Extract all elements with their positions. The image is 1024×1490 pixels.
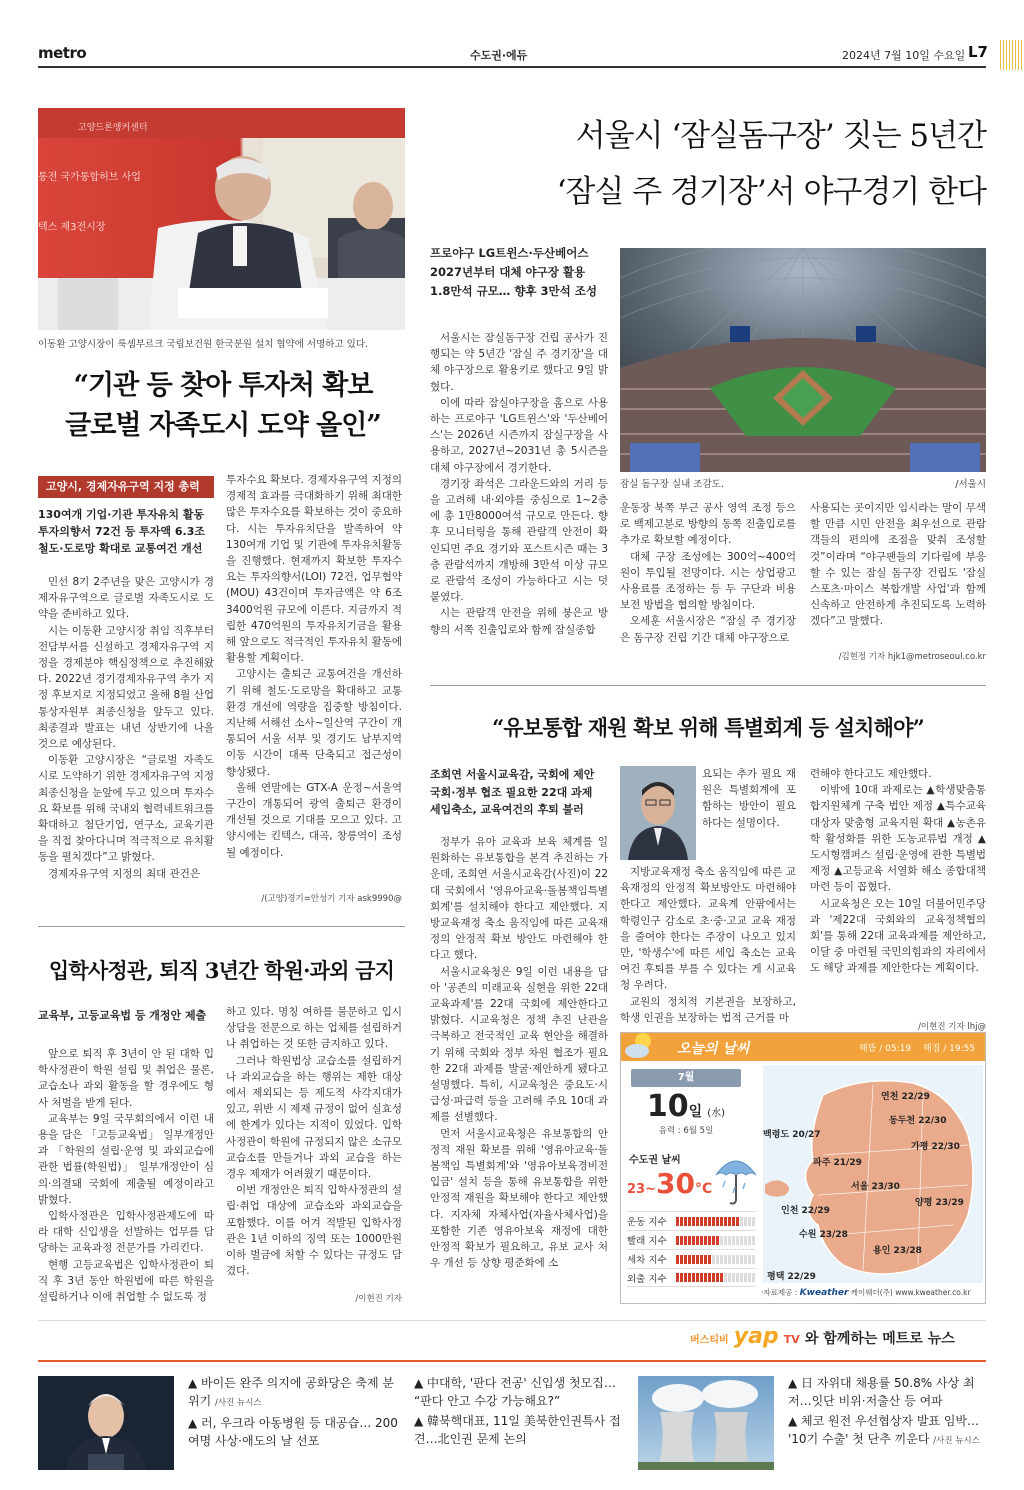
- stadium-rendering: [620, 248, 986, 472]
- paragraph: 이밖에 10대 과제로는 ▲학생맞춤통합지원체계 구축 법안 제정 ▲특수교육대상자 맞춤형 교육지원 확대 ▲농촌유학 활성화를 위한 도농교류법 개정 ▲도시형캠퍼스 설립·운영에 관한 특별법 제정 ▲고등교육 서열화 해소 종합대책 마련 등이 꼽혔다.: [810, 784, 986, 894]
- admissions-subhead: 교육부, 고등교육법 등 개정안 제출: [38, 1009, 207, 1022]
- news-headline[interactable]: ▲ 체코 원전 우선협상자 발표 임박… '10기 수출' 첫 단추 끼운다: [788, 1414, 979, 1446]
- news-item[interactable]: [788, 1412, 988, 1450]
- sunset-time: 해짐 / 19:55: [923, 1044, 976, 1054]
- tv-label: TV: [783, 1333, 800, 1346]
- admissions-rule-top: [38, 926, 405, 927]
- goyang-headline-line2: 글로벌 자족도시 도약 올인”: [65, 410, 381, 441]
- weather-provider: [761, 1287, 983, 1298]
- goyang-subheads: [38, 506, 218, 557]
- yap-logo: yap: [733, 1324, 779, 1349]
- meter-bar: [704, 1236, 707, 1245]
- paragraph: 그러나 학원법상 교습소를 설립하거나 과외교습을 하는 행위는 제한 대상에서 제외되는 등 제도적 사각지대가 있고, 위반 시 제재 규정이 없어 실효성에 한계가 있다는 지적이 있었다. 입학사정관이 학원에 규정되지 않은 소규모 교습소를 만들거나 과외 교습을 하는 경우 제재가 어려웠기 때문이다.: [226, 1054, 402, 1181]
- day-suffix: 일: [688, 1104, 703, 1120]
- masthead-rule: [38, 66, 986, 68]
- paragraph: 시교육청은 오는 10일 더불어민주당과 '제22대 국회와의 교육정책협의회'를 통해 22대 교육과제를 제안하고, 이달 중 마련될 국민의힘과의 자리에서도 해당 과제를 제안한다는 계획이다.: [810, 897, 986, 975]
- goyang-sub-2: 투자의향서 72건 등 투자액 6.3조: [38, 525, 205, 538]
- meter-bar: [692, 1217, 695, 1226]
- paragraph: 교원의 정치적 기본권을 보장하고, 학생 인권을 보장하는 법적 근거를 마: [620, 995, 796, 1024]
- meter-bar: [708, 1217, 711, 1226]
- meter-bar: [740, 1273, 743, 1282]
- meter-bar: [716, 1255, 719, 1264]
- stadium-headline-line1: 서울시 ‘잠실돔구장’ 짓는 5년간: [575, 118, 986, 154]
- meter-bar: [744, 1236, 747, 1245]
- paragraph: 대체 구장 조성에는 300억~400억원이 투입될 전망이다. 시는 상업광고 사용료를 조정하는 등 두 구단과 비용 보전 방법을 협의할 방침이다.: [620, 550, 796, 612]
- stadium-sub-3: 1.8만석 규모… 향후 3만석 조성: [430, 284, 597, 298]
- paragraph: 고양시는 출퇴근 교통여건을 개선하기 위해 철도·도로망을 확대하고 교통환경 개선에 역량을 집중할 방침이다. 지난해 서해선 소사~일산역 구간이 개통되어 서울 서부 및 경기도 남부지역 이동 시간이 대폭 단축되고 접근성이 향상됐다.: [226, 668, 402, 778]
- meter-bar: [732, 1217, 735, 1226]
- umbrella-icon: [713, 1153, 759, 1209]
- goyang-sub-1: 130여개 기업·기관 투자유치 활동: [38, 508, 205, 521]
- lunar-date: 음력 : 6월 5일: [658, 1126, 714, 1136]
- meter-bar: [736, 1236, 739, 1245]
- meter-bar: [696, 1217, 699, 1226]
- index-row: [627, 1249, 755, 1268]
- meter-bar: [740, 1217, 743, 1226]
- paragraph: 시는 이동환 고양시장 취임 직후부터 전담부서를 신설하고 경제자유구역 지정을 경제분야 핵심정책으로 추진해왔다. 2022년 경기경제자유구역 추가 지정 후보지로 지정되었고 올해 8월 산업통상자원부 최종신청을 앞두고 있다. 최종결과 발표는 내년 상반기에 나올 것으로 예상된다.: [38, 624, 214, 751]
- weather-header: [621, 1033, 985, 1061]
- paragraph: 정부가 유아 교육과 보육 체계를 일원화하는 유보통합을 본격 추진하는 가운데, 조희연 서울시교육감(사진)이 22대 국회에서 '영유아교육·돌봄책임특별회계'를 설치해야 한다고 제안했다. 지방교육재정 축소 움직임에 따른 교육재정의 안정적 확보 방안도 마련해야 한다고 했다.: [430, 836, 608, 962]
- seoul-weather-label: 수도권 날씨: [629, 1155, 681, 1166]
- stadium-sub-2: 2027년부터 대체 야구장 활용: [430, 265, 586, 279]
- meter-bar: [680, 1236, 683, 1245]
- meter-bar: [740, 1236, 743, 1245]
- meter-bar: [676, 1255, 679, 1264]
- meter-bar: [724, 1217, 727, 1226]
- weekday: (水): [707, 1108, 726, 1119]
- meter-bar: [676, 1273, 679, 1282]
- paragraph: 경기장 좌석은 그라운드와의 거리 등을 고려해 내·외야를 중심으로 1~2층에 총 1만8000여석 규모로 만든다. 향후 모니터링을 통해 관람객 안전이 확인되면 주요 경기와 포스트시즌 때는 3층 관람석까지 개방해 3만석 이상 규모로 관람석 조성이 가능하다고 시는 덧붙였다.: [430, 477, 608, 604]
- index-label: 빨래 지수: [627, 1236, 667, 1247]
- meter-bar: [676, 1217, 679, 1226]
- weather-box: [620, 1032, 986, 1304]
- goyang-body-col2: [226, 472, 402, 861]
- education-rule-top: [430, 685, 986, 686]
- education-headline: “유보통합 재원 확보 위해 특별회계 등 설치해야”: [492, 715, 924, 740]
- paragraph: 민선 8기 2주년을 맞은 고양시가 경제자유구역으로 글로벌 자족도시로 도약을 준비하고 있다.: [38, 576, 214, 621]
- meter-bar: [704, 1255, 707, 1264]
- meter-bar: [684, 1217, 687, 1226]
- stadium-credit: /서울시: [955, 479, 986, 490]
- weather-title: 오늘의 날씨: [677, 1041, 750, 1057]
- stadium-headline-line2: ‘잠실 주 경기장’서 야구경기 한다: [556, 174, 986, 210]
- stadium-body-col3: [810, 500, 986, 630]
- meter-bar: [736, 1273, 739, 1282]
- admissions-headline: 입학사정관, 퇴직 3년간 학원·과외 금지: [48, 958, 395, 983]
- meter-bar: [720, 1236, 723, 1245]
- paragraph: 하고 있다. 명칭 여하를 불문하고 입시상담을 전문으로 하는 업체를 설립하거나 취업하는 것 또한 금지하고 있다.: [226, 1006, 402, 1051]
- education-body-col2-lower: [620, 864, 796, 1026]
- news-middle-list: [414, 1374, 624, 1448]
- index-label: 세차 지수: [627, 1255, 667, 1266]
- meter-bar: [728, 1273, 731, 1282]
- meter-bar: [712, 1217, 715, 1226]
- city-label: 수원 23/28: [799, 1230, 848, 1240]
- goyang-photo-caption: 이동환 고양시장이 룩셈부르크 국립보건원 한국분원 설치 협약에 서명하고 있다.: [38, 339, 369, 350]
- goyang-tag: 고양시, 경제자유구역 지정 총력: [38, 476, 214, 498]
- meter-bar: [736, 1255, 739, 1264]
- paragraph: 경제자유구역 지정의 최대 관건은: [48, 867, 201, 880]
- meter-bar: [688, 1217, 691, 1226]
- stadium-sub-1: 프로야구 LG트윈스·두산베어스: [430, 246, 589, 260]
- goyang-byline: /(고양)경기=안성기 기자 ask9990@: [261, 894, 402, 904]
- admissions-byline: /이현진 기자: [355, 1294, 402, 1304]
- meter-bar: [680, 1255, 683, 1264]
- news-banner: [690, 1324, 986, 1356]
- paragraph: 련해야 한다고도 제안했다.: [810, 768, 932, 780]
- stadium-byline: /김현정 기자 hjk1@metroseoul.co.kr: [838, 652, 986, 662]
- city-label: 평택 22/29: [767, 1272, 816, 1282]
- education-body-col3: [810, 766, 986, 977]
- news-photo-nuclear-plant: [638, 1376, 774, 1470]
- paragraph: 이에 따라 잠실야구장을 홈으로 사용하는 프로야구 'LG트윈스'와 '두산베어스'는 2026년 시즌까지 잠실구장을 사용하고, 2027년~2031년 총 5시즌을 대체 야구장에서 경기한다.: [430, 396, 608, 474]
- meter-bar: [712, 1236, 715, 1245]
- month-badge: 7월: [631, 1069, 741, 1087]
- meter-bar: [732, 1255, 735, 1264]
- city-label: 연천 22/29: [881, 1092, 930, 1102]
- meter-bar: [724, 1273, 727, 1282]
- goyang-headline-line1: “기관 등 찾아 투자처 확보: [73, 370, 373, 401]
- meter-bar: [752, 1273, 755, 1282]
- metro-logo: metro: [38, 44, 87, 62]
- meter-bar: [752, 1236, 755, 1245]
- meter-bar: [684, 1236, 687, 1245]
- city-label: 인천 22/29: [781, 1206, 830, 1216]
- meter-bar: [696, 1255, 699, 1264]
- index-label: 운동 지수: [627, 1217, 667, 1228]
- meter-bar: [688, 1255, 691, 1264]
- paragraph: 앞으로 퇴직 후 3년이 안 된 대학 입학사정관이 학원 설립 및 취업은 물론, 교습소나 과외 활동을 할 경우에도 형사 처벌을 받게 된다.: [38, 1048, 214, 1109]
- meter-bar: [700, 1255, 703, 1264]
- news-banner-title: 와 함께하는 메트로 뉴스: [804, 1331, 955, 1347]
- sunrise-time: 해뜸 / 05:19: [859, 1044, 912, 1054]
- index-meter: [676, 1255, 755, 1264]
- meter-bar: [720, 1255, 723, 1264]
- education-byline: /이현진 기자 lhj@: [918, 1022, 986, 1032]
- kweather-logo: Kweather: [799, 1288, 849, 1298]
- education-body-col2: [702, 766, 796, 831]
- news-headline[interactable]: ▲ 바이든 완주 의지에 공화당은 축제 분위기: [188, 1376, 394, 1408]
- education-sub-1: 조희연 서울시교육감, 국회에 제안: [430, 768, 595, 781]
- page-number: L7: [968, 43, 988, 61]
- meter-bar: [708, 1273, 711, 1282]
- index-row: [627, 1211, 755, 1230]
- stadium-body-col2: [620, 500, 796, 646]
- meter-bar: [692, 1255, 695, 1264]
- paragraph: 올해 연말에는 GTX-A 운정~서울역 구간이 개통되어 광역 출퇴근 환경이 개선될 것으로 기대를 모으고 있다. 고양시에는 킨텍스, 대곡, 창릉역이 조성될 예정이다.: [226, 781, 402, 859]
- city-label: 가평 22/30: [911, 1142, 960, 1152]
- index-label: 외출 지수: [627, 1273, 667, 1285]
- paragraph: 교육부는 9일 국무회의에서 이런 내용을 담은 「고등교육법」 일부개정안과 「학원의 설립·운영 및 과외교습에 관한 법률(학원법)」 일부개정안이 심의·의결돼 국회에 제출될 예정이라고 밝혔다.: [38, 1112, 214, 1206]
- temperature-range: [627, 1167, 712, 1200]
- admissions-body-col1: [38, 1046, 214, 1305]
- meter-bar: [704, 1217, 707, 1226]
- temp-unit: °C: [694, 1181, 713, 1197]
- city-label: 파주 21/29: [813, 1158, 862, 1168]
- news-credit: /사진 뉴시스: [933, 1436, 980, 1446]
- index-meter: [676, 1273, 755, 1282]
- meter-bar: [732, 1236, 735, 1245]
- goyang-headline: [38, 366, 408, 446]
- paragraph: 서울시교육청은 9일 이런 내용을 담아 '공존의 미래교육 실현을 위한 22대 교육과제'를 22대 국회에 제안한다고 밝혔다. 시교육청은 정책 추진 난관을 극복하고 전국적인 교육 현안을 해결하기 위해 국회와 정부 차원 협조가 필요한 22대 과제를 발굴·제안하게 됐다고 설명했다. 특히, 시교육청은 중요도·시급성·파급력 등을 고려해 주요 10대 과제를 선별했다.: [430, 965, 608, 1124]
- meter-bar: [680, 1217, 683, 1226]
- stadium-headline: [430, 108, 986, 220]
- news-item[interactable]: [188, 1374, 400, 1412]
- index-meter: [676, 1217, 755, 1226]
- meter-bar: [748, 1236, 751, 1245]
- meter-bar: [752, 1217, 755, 1226]
- city-label: 동두천 22/30: [889, 1116, 947, 1126]
- goyang-body-col1: [38, 574, 214, 882]
- meter-bar: [704, 1273, 707, 1282]
- stadium-body-col1: [430, 330, 608, 638]
- paragraph: 지방교육재정 축소 움직임에 따른 교육재정의 안정적 확보방안도 마련해야 한다고 제안했다. 교육계 안팎에서는 학령인구 감소로 초·중·고교 교육 재정을 줄여야 한다는 주장이 나오고 있지만, '학생수'에 따른 세입 축소는 교육여건 후퇴를 부를 수 있다는 게 시교육청 우려다.: [620, 866, 796, 992]
- temp-high: 30: [656, 1167, 695, 1200]
- meter-bar: [728, 1236, 731, 1245]
- meter-bar: [744, 1217, 747, 1226]
- paragraph: 이번 개정안은 퇴직 입학사정관의 설립·취업 대상에 교습소와 과외교습을 포함했다. 이를 어겨 적발된 입학사정관은 1년 이하의 징역 또는 1000만원 이하 벌금에 처할 수 있다는 규정도 담겼다.: [226, 1184, 402, 1278]
- photo-sign-3: 텍스 제3전시장: [38, 222, 106, 233]
- meter-bar: [748, 1217, 751, 1226]
- paragraph: 서울시는 잠실돔구장 건립 공사가 진행되는 약 5년간 '잠실 주 경기장'을 대체 야구장으로 활용키로 했다고 9일 밝혔다.: [430, 332, 608, 393]
- index-row: [627, 1268, 755, 1287]
- meter-bar: [728, 1217, 731, 1226]
- admissions-body-col2: [226, 1004, 402, 1279]
- meter-bar: [752, 1255, 755, 1264]
- paragraph: 시는 관람객 안전을 위해 붕은교 방향의 서쪽 진출입로와 함께 잠실종합: [430, 607, 608, 636]
- masthead: [0, 0, 1024, 70]
- meter-bar: [696, 1273, 699, 1282]
- news-left-list: [188, 1374, 400, 1450]
- meter-bar: [744, 1255, 747, 1264]
- meter-bar: [708, 1255, 711, 1264]
- photo-sign-1: 고양드론앵커센터: [78, 123, 148, 133]
- city-label: 용인 23/28: [873, 1246, 922, 1256]
- news-headline[interactable]: ▲ 中대학, '판다 전공' 신입생 첫모집… “판다 안고 수강 가능해요?”: [414, 1376, 616, 1408]
- corner-decoration: [1000, 40, 1024, 70]
- meter-bar: [736, 1217, 739, 1226]
- meter-bar: [688, 1273, 691, 1282]
- sun-cloud-icon: [623, 1029, 659, 1061]
- meter-bar: [724, 1255, 727, 1264]
- meter-bar: [688, 1236, 691, 1245]
- news-item[interactable]: [414, 1412, 624, 1448]
- news-item[interactable]: [788, 1374, 988, 1410]
- meter-bar: [700, 1217, 703, 1226]
- meter-bar: [740, 1255, 743, 1264]
- paragraph: 운동장 북쪽 부근 공사 영역 조정 등으로 백제고분로 방향의 동쪽 진출입로를 추가로 확보할 예정이다.: [620, 502, 796, 547]
- meter-bar: [716, 1217, 719, 1226]
- meter-bar: [744, 1273, 747, 1282]
- issue-date: 2024년 7월 10일 수요일: [842, 49, 966, 62]
- index-row: [627, 1230, 755, 1249]
- city-label: 서울 23/30: [851, 1182, 900, 1192]
- provider-name: 케이웨더(주) www.kweather.co.kr: [850, 1288, 971, 1297]
- meter-bar: [680, 1273, 683, 1282]
- date-panel: [631, 1069, 757, 1143]
- stadium-subheads: [430, 244, 610, 301]
- news-headline[interactable]: ▲ 러, 우크라 아동병원 등 대공습… 200여명 사상·애도의 날 선포: [188, 1416, 398, 1448]
- meter-bar: [708, 1236, 711, 1245]
- superintendent-photo: [620, 766, 696, 860]
- meter-bar: [684, 1255, 687, 1264]
- city-label: 백령도 20/27: [763, 1130, 821, 1140]
- education-body-col1: [430, 834, 608, 1271]
- goyang-sub-3: 철도·도로망 확대로 교통여건 개선: [38, 542, 203, 555]
- news-right-list: [788, 1374, 988, 1450]
- news-headline[interactable]: ▲ 韓북핵대표, 11일 美북한인권특사 접견…北인권 문제 논의: [414, 1414, 621, 1446]
- section-name: 수도권·에듀: [470, 49, 528, 62]
- paragraph: 오세훈 서울시장은 “잠실 주 경기장은 돔구장 건립 기간 대체 야구장으로: [620, 615, 796, 644]
- news-item[interactable]: [188, 1414, 400, 1450]
- temp-sep: ~: [645, 1182, 656, 1197]
- index-meter: [676, 1236, 755, 1245]
- paragraph: 현행 고등교육법은 입학사정관이 퇴직 후 3년 동안 학원법에 따른 학원을 설립하거나 이에 취업할 수 없도록 정: [38, 1258, 214, 1304]
- meter-bar: [728, 1255, 731, 1264]
- meter-bar: [720, 1273, 723, 1282]
- meter-bar: [692, 1273, 695, 1282]
- weather-indices: [627, 1211, 755, 1287]
- news-item[interactable]: [414, 1374, 624, 1410]
- temp-low: 23: [627, 1182, 646, 1197]
- meter-bar: [720, 1217, 723, 1226]
- meter-bar: [724, 1236, 727, 1245]
- news-credit: /사진 뉴시스: [215, 1398, 262, 1408]
- bustv-label: 버스티비: [690, 1335, 729, 1346]
- meter-bar: [700, 1236, 703, 1245]
- photo-sign-2: 통전 국가통합허브 사업: [38, 172, 141, 183]
- city-label: 양평 23/29: [915, 1198, 964, 1208]
- meter-bar: [676, 1236, 679, 1245]
- paragraph: 먼저 서울시교육청은 유보통합의 안정적 재원 확보를 위해 '영유아교육·돌봄책임 특별회계'와 '영유아보육경비전입금' 설치 등을 통해 유보통합을 위한 안정적 재원을 확보해야 한다고 제안했다. 지자체 자체사업(자율사체사업)을 포함한 기존 영유아보육 재정에 대한 안정적 확보가 필요하고, 유보 교사 처우 개선 등 상향 평준화에 소: [430, 1127, 608, 1270]
- meter-bar: [696, 1236, 699, 1245]
- provider-label: ·자료제공 :: [761, 1288, 798, 1297]
- stadium-caption: 잠실 돔구장 실내 조감도.: [620, 479, 724, 490]
- meter-bar: [684, 1273, 687, 1282]
- education-subheads: [430, 766, 610, 819]
- news-photo-biden: [38, 1376, 174, 1470]
- paragraph: 이동환 고양시장은 “글로벌 자족도시로 도약하기 위한 경제자유구역 지정 최종신청을 눈앞에 두고 있으며 투자수요 확보를 위해 국내외 협력네트워크를 확대하고 첨단기업, 연구소, 교육기관을 직접 찾아다니며 적극적으로 유치활동을 펼치겠다”고 밝혔다.: [38, 754, 214, 864]
- goyang-photo: [38, 108, 405, 330]
- weather-map: [763, 1065, 983, 1283]
- day-number: 10: [646, 1089, 689, 1124]
- education-sub-2: 국회·정부 협조 필요한 22대 과제: [430, 785, 593, 799]
- meter-bar: [700, 1273, 703, 1282]
- meter-bar: [732, 1273, 735, 1282]
- meter-bar: [712, 1273, 715, 1282]
- meter-bar: [748, 1273, 751, 1282]
- meter-bar: [716, 1236, 719, 1245]
- paragraph: 입학사정관은 입학사정관제도에 따라 대학 신입생을 선발하는 업무를 담당하는 교육과정 전문가를 가리킨다.: [38, 1210, 214, 1255]
- meter-bar: [712, 1255, 715, 1264]
- news-rule-bottom: [38, 1360, 986, 1362]
- paragraph: 투자수요 확보다. 경제자유구역 지정의 경제적 효과를 극대화하기 위해 최대한 많은 투자수요를 확보하는 것이 중요하다. 시는 투자유치단을 발족하여 약 130여개 기업 및 기관에 투자유치활동을 진행했다. 현재까지 확보한 투자수요는 투자의향서(LOI) 72건, 업무협약(MOU) 43건이며 투자금액은 약 6조3400억원 규모에 이른다. 지금까지 적립한 470억원의 투자유치기금을 활용해 앞으로도 적극적인 투자유치 활동에 활용할 계획이다.: [226, 474, 402, 665]
- paragraph: 요되는 추가 필요 재원은 특별회계에 포함하는 방안이 필요하다는 설명이다.: [702, 768, 796, 829]
- news-headline[interactable]: ▲ 日 자위대 채용률 50.8% 사상 최저…잇단 비위·저출산 등 여파: [788, 1376, 975, 1408]
- news-rule-top: [38, 1320, 986, 1321]
- meter-bar: [692, 1236, 695, 1245]
- meter-bar: [716, 1273, 719, 1282]
- paragraph: 사용되는 곳이지만 임시라는 말이 무색할 만큼 시민 안전을 최우선으로 관람객들의 편의에 조점을 맞춰 조성할 것”이라며 “야구팬들의 기다림에 부응할 수 있는 잠실 돔구장 건립도 '잠실 스포츠·마이스 복합개발 사업'과 함께 신속하고 안전하게 추진되도록 노력하겠다”고 말했다.: [810, 502, 986, 628]
- education-sub-3: 세입축소, 교육여건의 후퇴 불러: [430, 803, 584, 816]
- meter-bar: [748, 1255, 751, 1264]
